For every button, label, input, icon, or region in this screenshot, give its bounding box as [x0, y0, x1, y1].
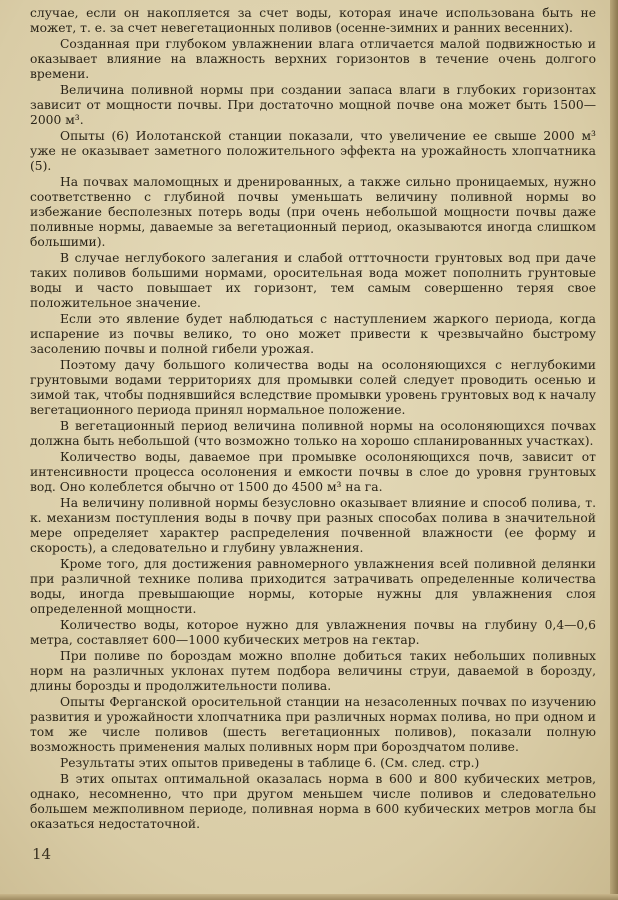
paragraph: Опыты Ферганской оросительной станции на незасоленных почвах по изучению развития и урожайности хлопчатника при различных нормах полива, но при одном и том же числе поливов (шесть вегетационных поливов), показали полную возможность применения малых поливных норм при бороздчатом поливе. [30, 695, 596, 754]
paragraph: Количество воды, даваемое при промывке осолоняющихся почв, зависит от интенсивности процесса осолонения и емкости почвы в слое до уровня грунтовых вод. Оно колеблется обычно от 1500 до 4500 м³ на га. [30, 450, 596, 494]
page-edge-right [610, 0, 618, 900]
paragraph: Величина поливной нормы при создании запаса влаги в глубоких горизонтах зависит от мощности почвы. При достаточно мощной почве она может быть 1500—2000 м³. [30, 83, 596, 127]
page-edge-bottom [0, 894, 618, 900]
paragraph: Созданная при глубоком увлажнении влага отличается малой подвижностью и оказывает влияние на влажность верхних горизонтов в течение очень долгого времени. [30, 37, 596, 81]
paragraph: При поливе по бороздам можно вполне добиться таких небольших поливных норм на различных уклонах путем подбора величины струи, даваемой в борозду, длины борозды и продолжительности полива. [30, 649, 596, 693]
paragraph: На почвах маломощных и дренированных, а также сильно проницаемых, нужно соответственно с глубиной почвы уменьшать величину поливной нормы во избежание бесполезных потерь воды (при очень небольшой мощности почвы даже поливные нормы, даваемые за вегетационный период, оказываются иногда слишком большими). [30, 175, 596, 249]
paragraph: В этих опытах оптимальной оказалась норма в 600 и 800 кубических метров, однако, несомненно, что при другом меньшем числе поливов и следовательно большем межполивном периоде, поливная норма в 600 кубических метров могла бы оказаться недостаточной. [30, 772, 596, 831]
page-number: 14 [32, 845, 52, 863]
paragraph: Результаты этих опытов приведены в таблице 6. (См. след. стр.) [60, 756, 480, 770]
paragraph: случае, если он накопляется за счет воды, которая иначе использована быть не может, т. е. за счет невегетационных поливов (осенне-зимних и ранних весенних). [30, 6, 596, 35]
paragraph: Если это явление будет наблюдаться с наступлением жаркого периода, когда испарение из почвы велико, то оно может привести к чрезвычайно быстрому засолению почвы и полной гибели урожая. [30, 312, 596, 356]
body-text [30, 6, 596, 833]
paragraph: На величину поливной нормы безусловно оказывает влияние и способ полива, т. к. механизм поступления воды в почву при разных способах полива в значительной мере определяет характер распределения почвенной влажности (ее форму и скорость), а следовательно и глубину увлажнения. [30, 496, 596, 555]
paragraph: Поэтому дачу большого количества воды на осолоняющихся с неглубокими грунтовыми водами территориях для промывки солей следует проводить осенью и зимой так, чтобы поднявшийся вследствие промывки уровень грунтовых вод к началу вегетационного периода принял нормальное положение. [30, 358, 596, 417]
paragraph: В вегетационный период величина поливной нормы на осолоняющихся почвах должна быть небольшой (что возможно только на хорошо спланированных участках). [30, 419, 596, 448]
paragraph: Количество воды, которое нужно для увлажнения почвы на глубину 0,4—0,6 метра, составляет 600—1000 кубических метров на гектар. [30, 618, 596, 647]
paragraph: Опыты (6) Иолотанской станции показали, что увеличение ее свыше 2000 м³ уже не оказывает заметного положительного эффекта на урожайность хлопчатника (5). [30, 129, 596, 173]
paragraph: В случае неглубокого залегания и слабой оттточности грунтовых вод при даче таких поливов большими нормами, оросительная вода может пополнить грунтовые воды и часто повышает их горизонт, тем самым совершенно теряя свое положительное значение. [30, 251, 596, 310]
paragraph: Кроме того, для достижения равномерного увлажнения всей поливной делянки при различной технике полива приходится затрачивать определенные количества воды, иногда превышающие нормы, которые нужны для увлажнения слоя определенной мощности. [30, 557, 596, 616]
